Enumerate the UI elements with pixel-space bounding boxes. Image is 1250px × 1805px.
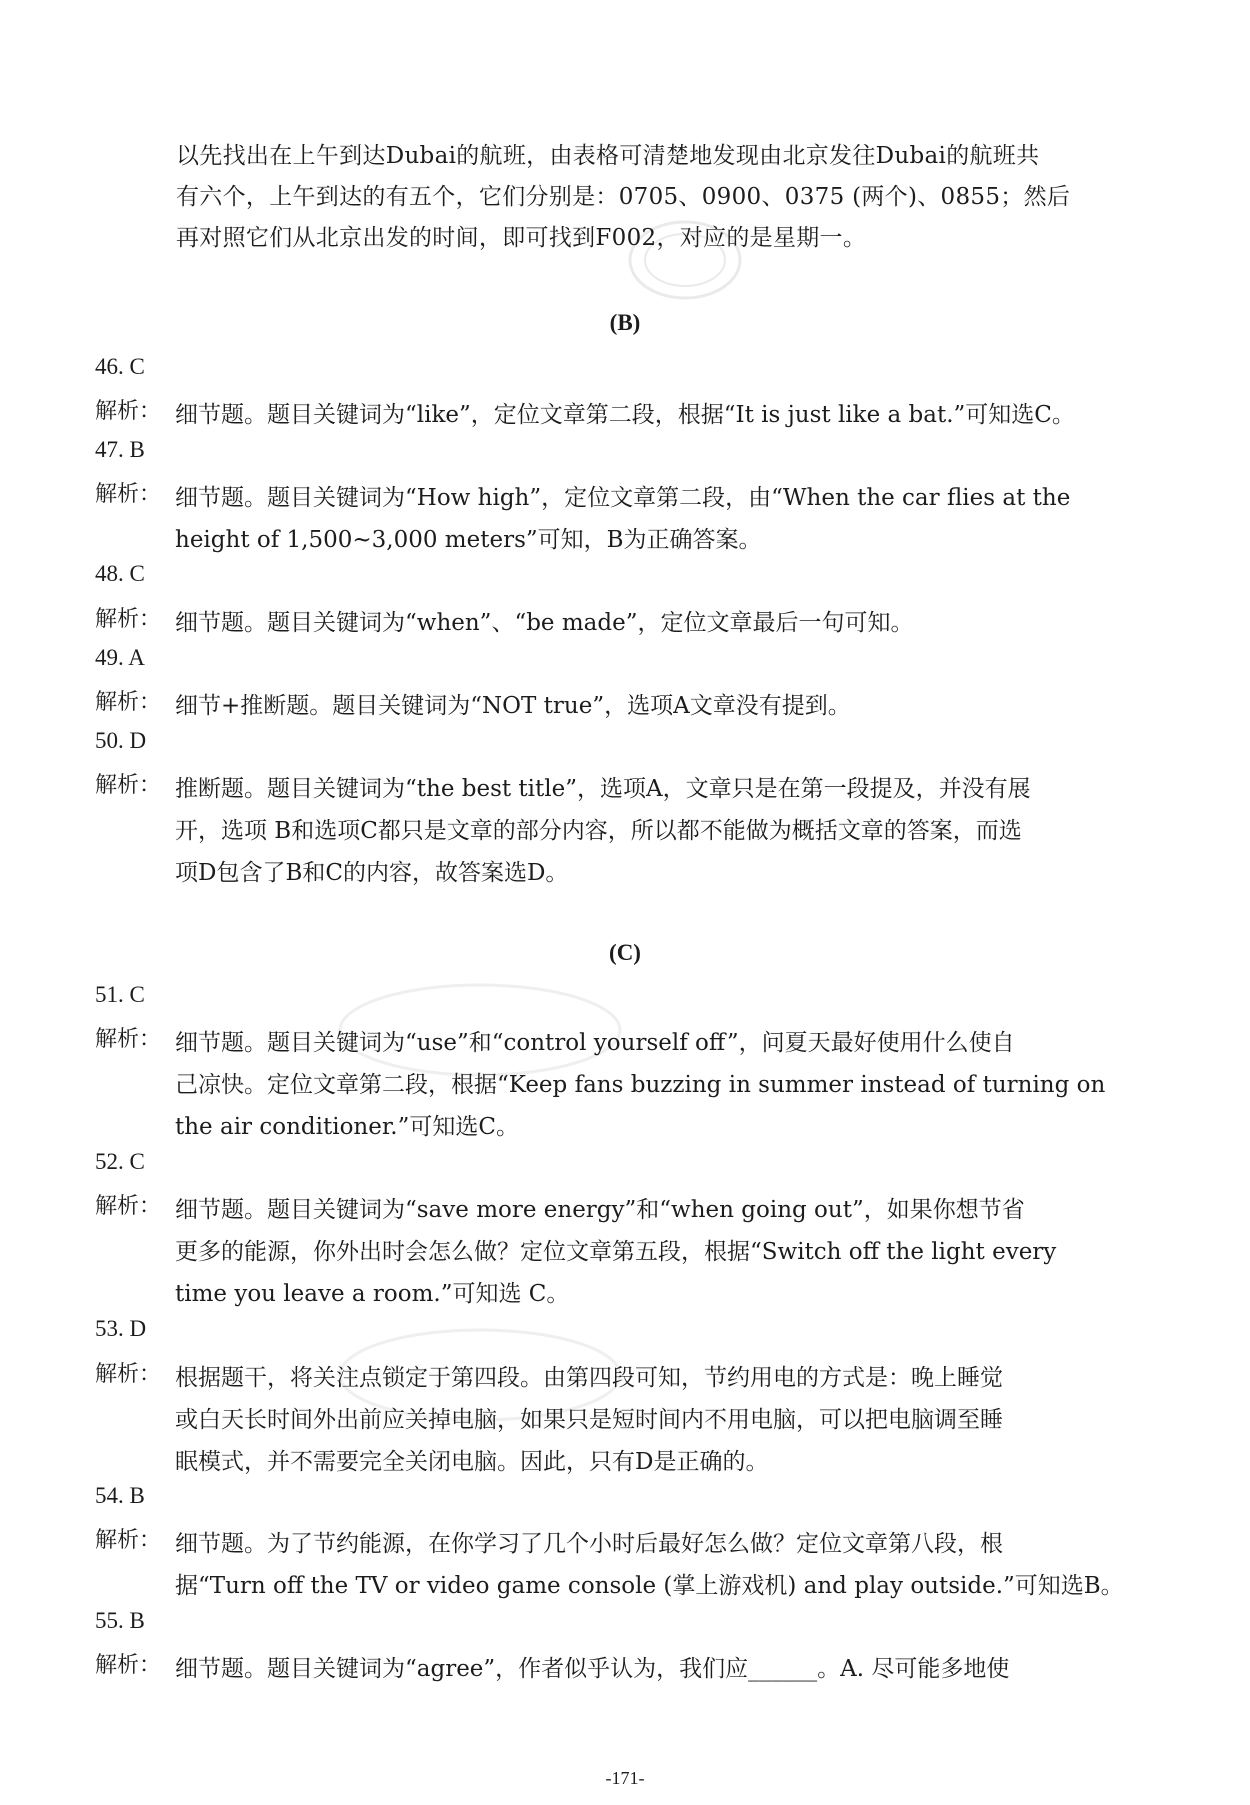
page-number: -171- (605, 1768, 645, 1788)
analysis-label: 解析： (95, 1027, 162, 1052)
analysis-label: 解析： (95, 1362, 162, 1387)
analysis-line: 眠模式，并不需要完全关闭电脑。因此，只有D是正确的。 (175, 1449, 769, 1475)
analysis-line: 细节题。题目关键词为“when”、“be made”，定位文章最后一句可知。 (175, 610, 914, 636)
analysis-line: 据“Turn off the TV or video game console (掌上游戏机) and play outside.”可知选B。 (175, 1573, 1124, 1599)
analysis-line: 细节题。题目关键词为“save more energy”和“when going out”，如果你想节省 (175, 1197, 1025, 1223)
analysis-line: 更多的能源，你外出时会怎么做？定位文章第五段，根据“Switch off the light every (175, 1239, 1057, 1265)
analysis-line: height of 1,500~3,000 meters”可知，B为正确答案。 (175, 527, 762, 553)
analysis-line: 或白天长时间外出前应关掉电脑，如果只是短时间内不用电脑，可以把电脑调至睡 (175, 1407, 1003, 1433)
analysis-line: 己凉快。定位文章第二段，根据“Keep fans buzzing in summer instead of turning on (175, 1072, 1106, 1098)
question-number: 50. D (95, 728, 147, 753)
section-title-b: (B) (609, 310, 641, 335)
analysis-label: 解析： (95, 482, 162, 507)
analysis-label: 解析： (95, 607, 162, 632)
analysis-line: 推断题。题目关键词为“the best title”，选项A，文章只是在第一段提及，并没有展 (175, 776, 1031, 802)
question-number: 54. B (95, 1483, 145, 1508)
analysis-label: 解析： (95, 1194, 162, 1219)
question-number: 52. C (95, 1149, 145, 1174)
question-number: 49. A (95, 645, 145, 670)
question-number: 47. B (95, 437, 145, 462)
section-title-c: (C) (609, 940, 641, 965)
analysis-label: 解析： (95, 690, 162, 715)
analysis-line: 细节+推断题。题目关键词为“NOT true”，选项A文章没有提到。 (175, 693, 851, 719)
analysis-label: 解析： (95, 1653, 162, 1678)
analysis-line: 开，选项 B和选项C都只是文章的部分内容，所以都不能做为概括文章的答案，而选 (175, 818, 1022, 844)
analysis-label: 解析： (95, 1528, 162, 1553)
intro-line: 有六个，上午到达的有五个，它们分别是：0705、0900、0375 (两个)、0855；然后 (176, 184, 1071, 210)
question-number: 46. C (95, 354, 145, 379)
intro-line: 再对照它们从北京出发的时间，即可找到F002，对应的是星期一。 (176, 225, 867, 251)
analysis-line: time you leave a room.”可知选 C。 (175, 1281, 570, 1307)
question-number: 51. C (95, 982, 145, 1007)
analysis-line: 细节题。题目关键词为“How high”，定位文章第二段，由“When the car flies at the (175, 485, 1071, 511)
analysis-label: 解析： (95, 773, 162, 798)
analysis-line: 细节题。为了节约能源，在你学习了几个小时后最好怎么做？定位文章第八段，根 (175, 1531, 1003, 1557)
question-number: 55. B (95, 1608, 145, 1633)
analysis-line: 细节题。题目关键词为“agree”，作者似乎认为，我们应______。A. 尽可能多地使 (175, 1656, 1010, 1682)
question-number: 48. C (95, 561, 145, 586)
analysis-line: 细节题。题目关键词为“use”和“control yourself off”，问夏天最好使用什么使自 (175, 1030, 1015, 1056)
analysis-line: 根据题干，将关注点锁定于第四段。由第四段可知，节约用电的方式是：晚上睡觉 (175, 1365, 1003, 1391)
analysis-line: 细节题。题目关键词为“like”，定位文章第二段，根据“It is just like a bat.”可知选C。 (175, 402, 1075, 428)
intro-line: 以先找出在上午到达Dubai的航班，由表格可清楚地发现由北京发往Dubai的航班共 (176, 143, 1040, 169)
question-number: 53. D (95, 1316, 147, 1341)
analysis-line: the air conditioner.”可知选C。 (175, 1114, 519, 1140)
intro-paragraph (176, 136, 1120, 259)
analysis-line: 项D包含了B和C的内容，故答案选D。 (175, 860, 569, 886)
analysis-label: 解析： (95, 399, 162, 424)
